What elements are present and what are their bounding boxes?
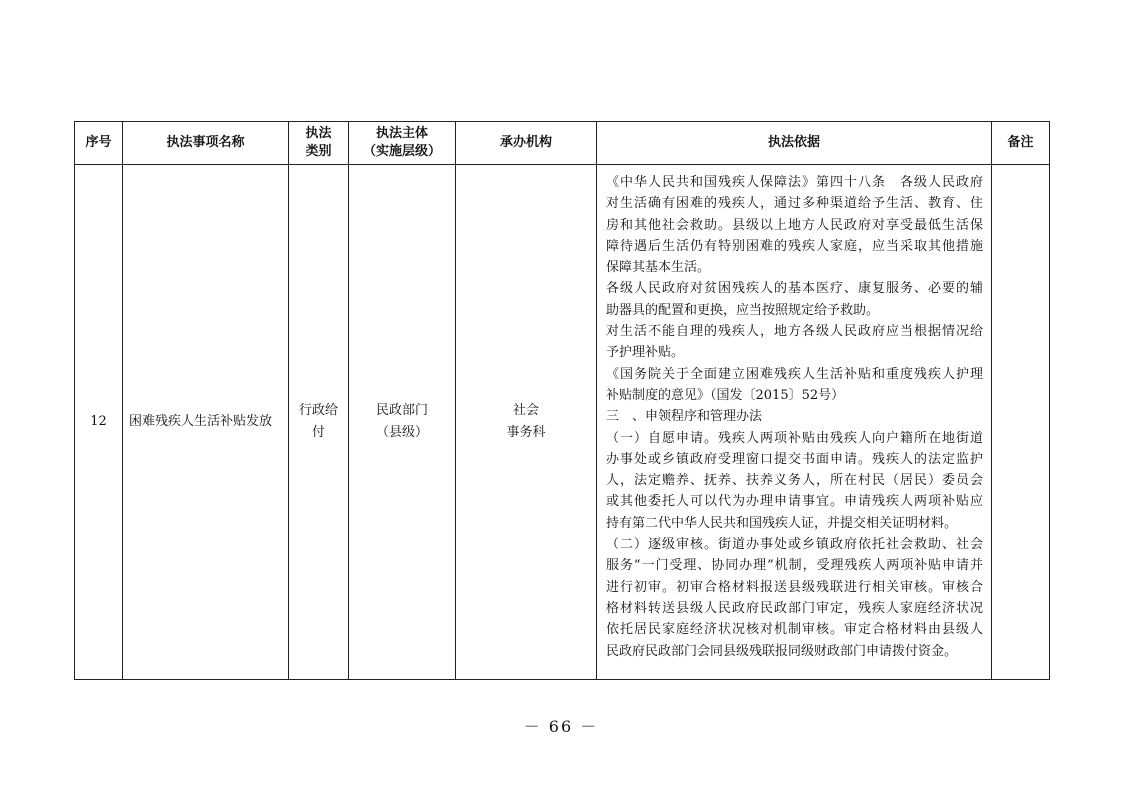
- header-subject-line: 执法主体: [375, 126, 428, 141]
- cell-subject: [349, 165, 456, 680]
- cell-category: [289, 165, 349, 680]
- table-row: [75, 165, 1050, 680]
- basis-line: 房和其他社会救助。县级以上地方人民政府对享受最低生活保: [606, 217, 983, 233]
- basis-line: 对生活不能自理的残疾人，地方各级人民政府应当根据情况给: [606, 324, 983, 340]
- basis-line: （二）逐级审核。街道办事处或乡镇政府依托社会救助、社会: [606, 537, 983, 553]
- cell-subject-line: 民政部门: [375, 403, 428, 418]
- basis-line: 予护理补贴。: [606, 345, 685, 361]
- header-agency: 承办机构: [456, 122, 597, 165]
- cell-agency-line: 社会: [512, 403, 539, 418]
- header-remarks: 备注: [992, 122, 1050, 165]
- basis-line: 办事处或乡镇政府受理窗口提交书面申请。残疾人的法定监护: [606, 451, 983, 467]
- header-basis: 执法依据: [597, 122, 992, 165]
- basis-line: 依托居民家庭经济状况核对机制审核。审定合格材料由县级人: [606, 622, 983, 638]
- header-category-line: 执法: [305, 126, 332, 141]
- header-category-line: 类别: [305, 144, 332, 159]
- basis-line: 《国务院关于全面建立困难残疾人生活补贴和重度残疾人护理: [606, 366, 983, 382]
- basis-line: 各级人民政府对贫困残疾人的基本医疗、康复服务、必要的辅: [606, 281, 983, 297]
- basis-line: 持有第二代中华人民共和国残疾人证，并提交相关证明材料。: [606, 515, 958, 531]
- cell-item-name: 困难残疾人生活补贴发放: [123, 165, 289, 680]
- basis-line: 或其他委托人可以代为办理申请事宜。申请残疾人两项补贴应: [606, 494, 983, 510]
- basis-line: 三 、申领程序和管理办法: [606, 409, 763, 425]
- cell-seq: 12: [75, 165, 123, 680]
- basis-line: 进行初审。初审合格材料报送县级残联进行相关审核。审核合: [606, 579, 983, 595]
- header-seq: 序号: [75, 122, 123, 165]
- basis-line: 格材料转送县级人民政府民政部门审定，残疾人家庭经济状况: [606, 600, 983, 616]
- header-category: [289, 122, 349, 165]
- cell-category-line: 行政给: [298, 403, 338, 418]
- cell-category-line: 付: [311, 425, 325, 440]
- basis-line: 人，法定赡养、抚养、扶养义务人，所在村民（居民）委员会: [606, 473, 983, 489]
- basis-line: 障待遇后生活仍有特别困难的残疾人家庭，应当采取其他措施: [606, 238, 983, 254]
- enforcement-items-table: [74, 121, 1050, 680]
- basis-line: 对生活确有困难的残疾人，通过多种渠道给予生活、教育、住: [606, 196, 983, 212]
- basis-line: 补贴制度的意见》（国发〔2015〕52号）: [606, 387, 845, 403]
- cell-remarks: [992, 165, 1050, 680]
- cell-agency: [456, 165, 597, 680]
- cell-basis: [597, 165, 992, 680]
- header-item-name: 执法事项名称: [123, 122, 289, 165]
- basis-line: 保障其基本生活。: [606, 260, 711, 276]
- header-subject-line: （实施层级）: [362, 144, 441, 159]
- basis-line: 服务“一门受理、协同办理”机制，受理残疾人两项补贴申请并: [606, 558, 983, 574]
- cell-subject-line: （县级）: [375, 425, 428, 440]
- table-header-row: [75, 122, 1050, 165]
- basis-line: 助器具的配置和更换，应当按照规定给予救助。: [606, 302, 880, 318]
- page-number: － 66 －: [523, 717, 599, 736]
- cell-agency-line: 事务科: [506, 425, 546, 440]
- header-subject: [349, 122, 456, 165]
- basis-line: （一）自愿申请。残疾人两项补贴由残疾人向户籍所在地街道: [606, 430, 983, 446]
- basis-line: 《中华人民共和国残疾人保障法》第四十八条 各级人民政府: [606, 175, 983, 190]
- basis-line: 民政府民政部门会同县级残联报同级财政部门申请拨付资金。: [606, 643, 958, 659]
